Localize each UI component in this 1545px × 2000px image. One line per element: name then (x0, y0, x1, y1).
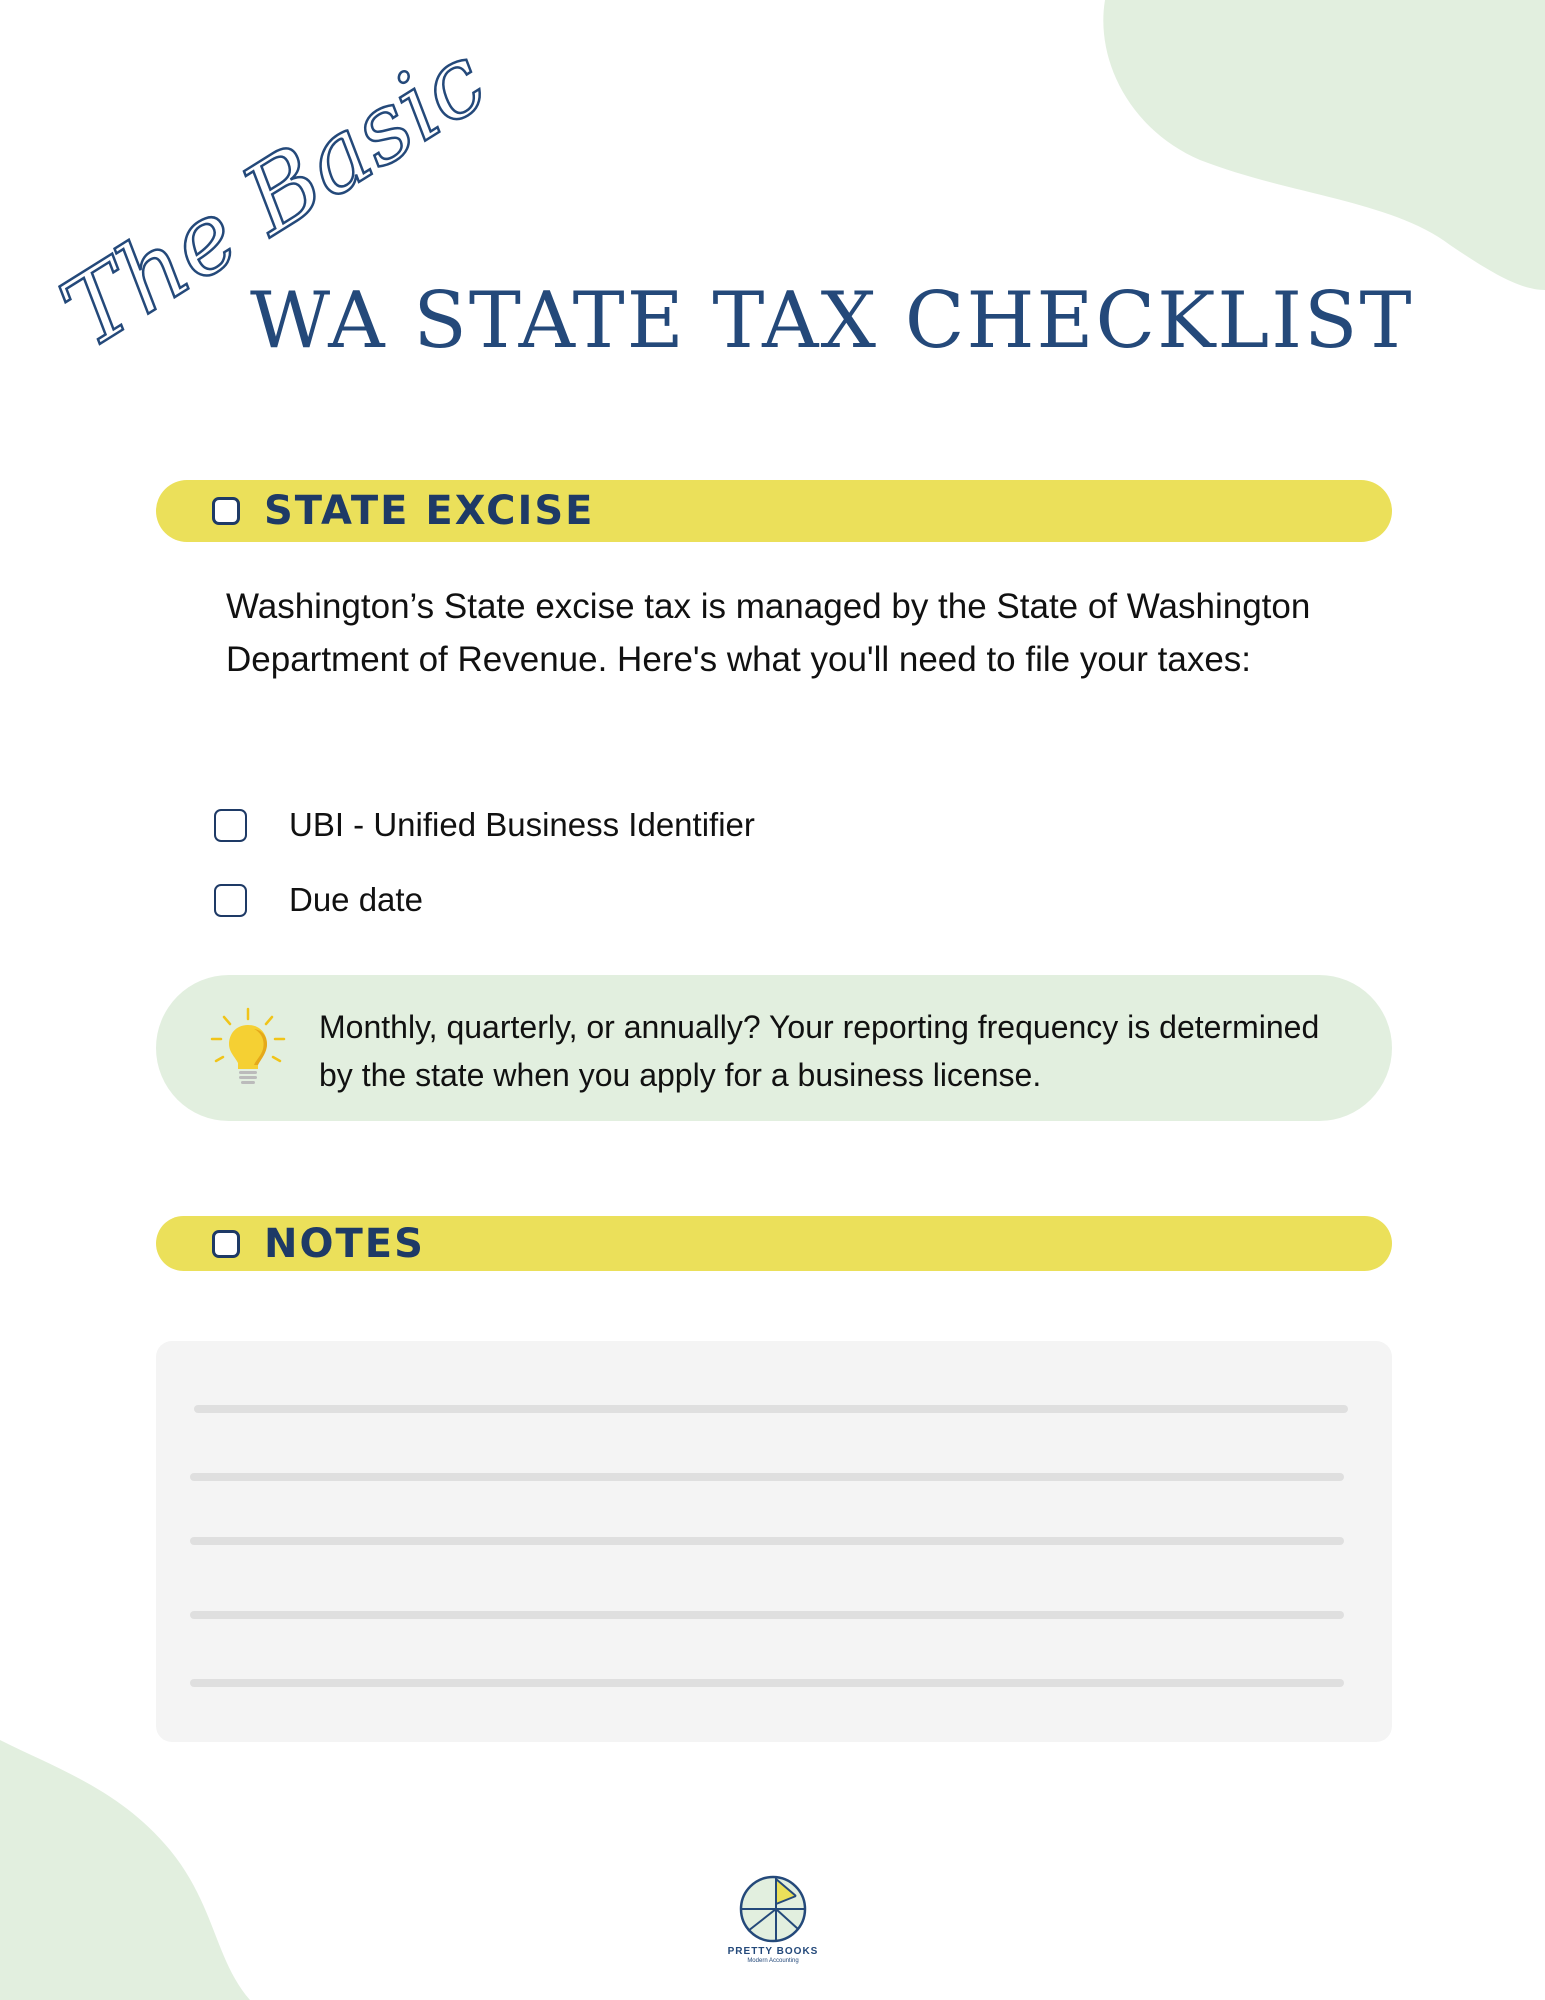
brand-logo (718, 1874, 828, 1966)
checkbox[interactable] (214, 884, 247, 917)
note-line (194, 1405, 1348, 1413)
section-checkbox[interactable] (212, 497, 240, 525)
checklist-item-label: Due date (289, 881, 423, 918)
note-line (190, 1611, 1344, 1619)
checklist-item-due-date[interactable] (214, 881, 423, 919)
note-line (190, 1537, 1344, 1545)
section-header-state-excise (156, 480, 1392, 542)
notes-area[interactable] (156, 1341, 1392, 1742)
intro-paragraph: Washington’s State excise tax is managed by the State of Washington Department of Revenue. Here's what you'll need to file your taxes: (226, 587, 1311, 679)
tip-callout (156, 975, 1392, 1121)
checkbox[interactable] (214, 809, 247, 842)
decorative-blob-bottom-left (0, 1730, 380, 2000)
section-title: NOTES (264, 1220, 425, 1267)
brand-name: PRETTY BOOKS (727, 1946, 819, 1957)
note-line (190, 1473, 1344, 1481)
section-checkbox[interactable] (212, 1230, 240, 1258)
brand-tagline: Modern Accounting (747, 1958, 799, 1964)
decorative-blob-top-right (1090, 0, 1545, 300)
tip-text: Monthly, quarterly, or annually? Your reporting frequency is determined by the state when you apply for a business license. (319, 1009, 1320, 1093)
checklist-item-label: UBI - Unified Business Identifier (289, 806, 755, 843)
lightbulb-icon (208, 1005, 288, 1095)
section-header-notes (156, 1216, 1392, 1271)
note-line (190, 1679, 1344, 1687)
checklist-item-ubi[interactable] (214, 806, 755, 844)
page-title: WA STATE TAX CHECKLIST (250, 276, 1414, 366)
svg-text:The Basic: The Basic (42, 22, 505, 370)
logo-mark-icon (738, 1874, 808, 1944)
section-title: STATE EXCISE (264, 488, 595, 534)
